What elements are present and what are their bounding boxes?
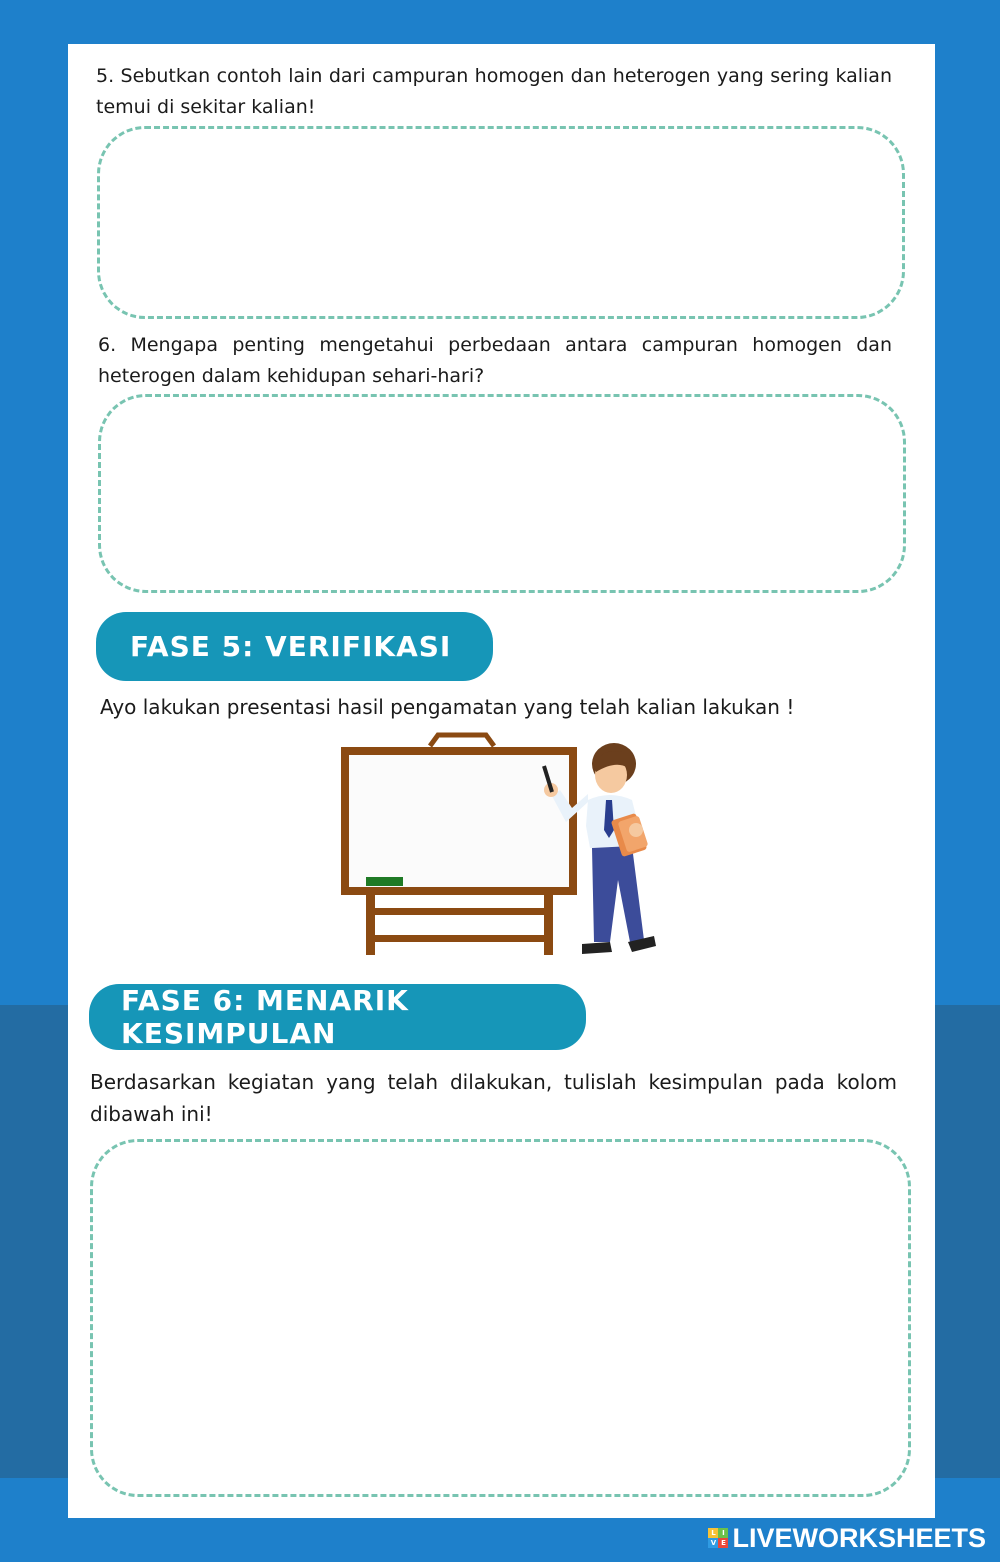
phase-5-banner (96, 612, 493, 681)
teacher-whiteboard-illustration (330, 730, 670, 970)
conclusion-answer-box[interactable] (90, 1139, 911, 1497)
phase-6-banner (89, 984, 586, 1050)
logo-cell-i: I (718, 1528, 728, 1538)
phase-6-title: FASE 6: MENARIK KESIMPULAN (121, 984, 409, 1050)
phase-5-title: FASE 5: VERIFIKASI (130, 630, 452, 663)
question-5: 5. Sebutkan contoh lain dari campuran homogen dan heterogen yang sering kalian temui di sekitar kalian! (96, 65, 892, 118)
brand-name: LIVEWORKSHEETS (732, 1522, 986, 1553)
phase-5-instruction: Ayo lakukan presentasi hasil pengamatan yang telah kalian lakukan ! (100, 695, 795, 719)
question-6: 6. Mengapa penting mengetahui perbedaan antara campuran homogen dan heterogen dalam kehidupan sehari-hari? (98, 334, 892, 387)
logo-cell-l: L (708, 1528, 718, 1538)
phase-6-instruction: Berdasarkan kegiatan yang telah dilakukan, tulislah kesimpulan pada kolom dibawah ini! (90, 1070, 897, 1126)
logo-cell-e: E (718, 1538, 728, 1548)
liveworksheets-logo-icon (708, 1528, 728, 1548)
answer-box-6[interactable] (98, 394, 906, 593)
logo-cell-v: V (708, 1538, 718, 1548)
answer-box-5[interactable] (97, 126, 905, 319)
liveworksheets-brand[interactable] (708, 1524, 986, 1552)
